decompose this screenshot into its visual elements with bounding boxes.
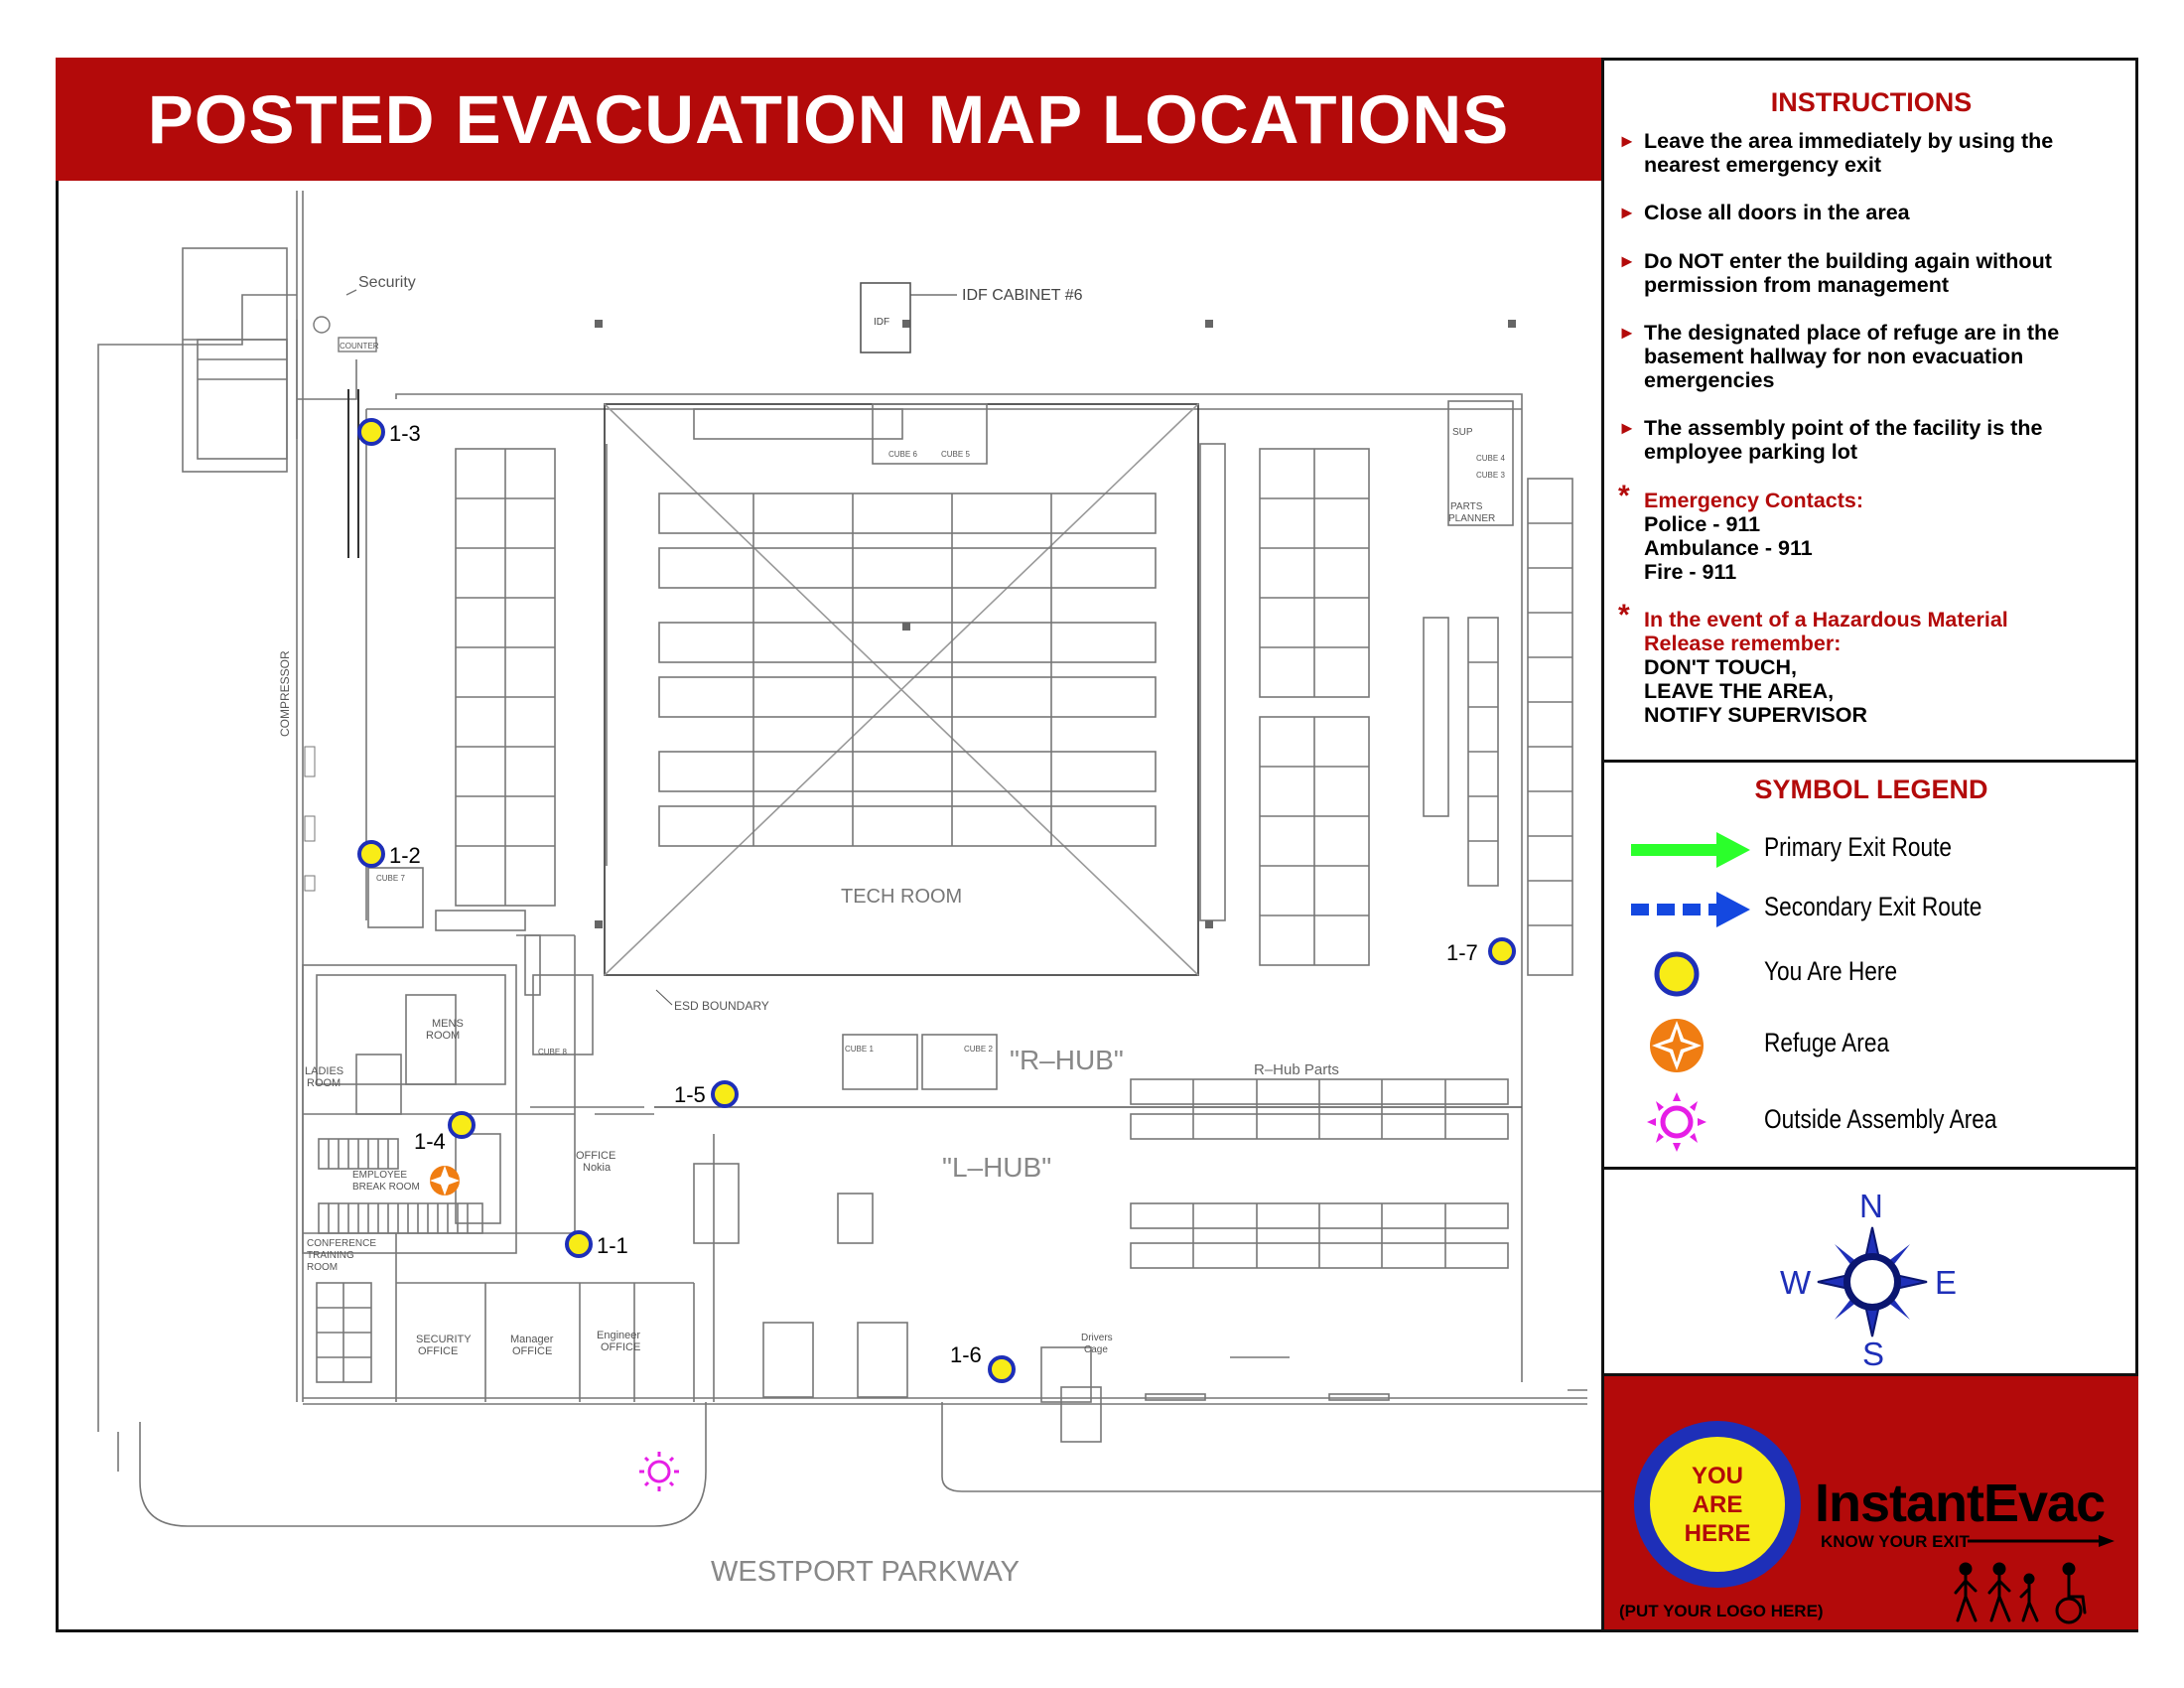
cube-7-label: CUBE 7 [376,874,405,883]
green-arrow-icon [1629,820,1753,880]
legend-label: Refuge Area [1764,1028,1890,1057]
magenta-sun-icon [1629,1092,1753,1152]
bullet-arrow-icon: ► [1618,203,1636,222]
bullet-arrow-icon: ► [1618,323,1636,343]
marker-1-5-label: 1-5 [674,1082,706,1107]
ladies-label: LADIES [305,1065,344,1077]
compressor-label: COMPRESSOR [278,650,292,737]
cube-4-label: CUBE 4 [1476,454,1505,463]
logo-placeholder: (PUT YOUR LOGO HERE) [1619,1602,1824,1620]
ladies-room-label: ROOM [307,1077,341,1089]
legend-label: Secondary Exit Route [1764,892,1982,921]
manager-office-label-2: OFFICE [512,1345,553,1357]
bullet-arrow-icon: ► [1618,418,1636,438]
legend-row-assembly [1629,1092,2125,1152]
office-label: OFFICE [576,1150,616,1162]
cube-3-label: CUBE 3 [1476,471,1505,480]
parts-label-1: PARTS [1450,501,1483,512]
esd-boundary-label: ESD BOUNDARY [674,999,769,1013]
marker-1-2-label: 1-2 [389,843,421,868]
mens-room-label: ROOM [426,1030,461,1042]
cube-5-label: CUBE 5 [941,450,970,459]
tech-room-label: TECH ROOM [841,886,963,908]
marker-1-2[interactable] [359,842,421,868]
legend-row-primary [1629,820,2125,880]
manager-office-label-1: Manager [510,1334,554,1345]
r-hub-parts-label: R–Hub Parts [1254,1061,1339,1078]
cube-8-label: CUBE 8 [538,1048,567,1056]
instruction-item [1618,249,2124,297]
contact-ambulance: Ambulance - 911 [1644,536,1813,560]
conference-label-3: ROOM [307,1262,339,1273]
asterisk-icon: * [1618,480,1630,512]
brand-panel [1604,1376,2138,1629]
l-hub-label: "L–HUB" [942,1152,1052,1183]
instruction-text: The designated place of refuge are in the basement hallway for non evacuation emergencies [1644,321,2060,392]
marker-1-6[interactable] [950,1342,1014,1381]
security-label: Security [358,274,416,291]
compass-north: N [1859,1188,1883,1224]
mens-label: MENS [432,1018,464,1030]
break-room-label-2: BREAK ROOM [352,1182,420,1193]
page-title: POSTED EVACUATION MAP LOCATIONS [147,80,1510,158]
marker-1-3[interactable] [359,420,421,446]
evacuating-people-icon [1952,1561,2111,1626]
badge-here: HERE [1684,1519,1751,1547]
security-office-label-1: SECURITY [416,1334,472,1345]
instruction-text: The assembly point of the facility is the employee parking lot [1644,416,2043,464]
compass-east: E [1935,1264,1958,1301]
property-line-left [98,295,297,1432]
hazmat-notice [1618,599,2124,727]
legend-heading: SYMBOL LEGEND [1754,774,1988,804]
contacts-heading: Emergency Contacts: [1644,489,1864,512]
cube-2-label: CUBE 2 [964,1045,993,1054]
instruction-item [1618,201,2124,224]
legend-label: You Are Here [1764,956,1898,986]
blue-dashed-arrow-icon [1629,880,1753,939]
hazmat-heading-1: In the event of a Hazardous Material [1644,608,2008,632]
instructions-heading: INSTRUCTIONS [1770,87,1973,117]
marker-1-5[interactable] [674,1082,737,1107]
instruction-text: Do NOT enter the building again without permission from management [1644,249,2052,297]
hazmat-heading-2: Release remember: [1644,632,1842,655]
brand-name: InstantEvac [1815,1474,2106,1533]
floor-plan [59,181,1601,1630]
drivers-cage-label-2: Cage [1084,1344,1108,1355]
marker-1-6-label: 1-6 [950,1342,982,1367]
title-banner [56,58,1601,181]
conference-label-2: TRAINING [307,1250,354,1261]
legend-row-refuge [1629,1016,2125,1075]
assembly-area-icon [639,1452,679,1491]
conference-label-1: CONFERENCE [307,1238,377,1249]
idf-cabinet-label: IDF CABINET #6 [962,287,1083,304]
contact-fire: Fire - 911 [1644,560,1737,584]
marker-1-7-label: 1-7 [1446,940,1478,965]
drivers-cage-label-1: Drivers [1081,1333,1113,1343]
emergency-contacts [1618,480,2124,584]
asterisk-icon: * [1618,599,1630,632]
marker-1-1-label: 1-1 [597,1233,628,1258]
marker-1-4-label: 1-4 [414,1129,446,1154]
bullet-arrow-icon: ► [1618,131,1636,151]
instruction-text: Close all doors in the area [1644,201,1910,224]
marker-1-3-label: 1-3 [389,421,421,446]
instruction-item [1618,416,2124,464]
floor-plan-svg [59,181,1601,1630]
compass-panel [1604,1170,2138,1376]
break-room-label-1: EMPLOYEE [352,1170,408,1181]
counter-label: COUNTER [340,342,379,351]
nokia-label: Nokia [583,1162,612,1174]
hazmat-line: LEAVE THE AREA, [1644,679,1835,703]
orange-diamond-icon [1629,1016,1753,1075]
legend-label: Outside Assembly Area [1764,1104,1997,1134]
cube-1-label: CUBE 1 [845,1045,874,1054]
idf-box-label: IDF [874,317,890,328]
compass-rose-icon [1753,1180,1991,1368]
exit-arrow-icon [1968,1532,2116,1550]
security-office-label-2: OFFICE [418,1345,459,1357]
cube-6-label: CUBE 6 [888,450,917,459]
compass-south: S [1862,1336,1885,1368]
r-hub-label: "R–HUB" [1010,1045,1124,1075]
hazmat-line: DON'T TOUCH, [1644,655,1798,679]
legend-label: Primary Exit Route [1764,832,1953,862]
legend-row-secondary [1629,880,2125,939]
compass-west: W [1780,1264,1812,1301]
instruction-text: Leave the area immediately by using the nearest emergency exit [1644,129,2054,177]
yellow-dot-icon [1629,944,1753,1004]
refuge-area-icon [430,1166,460,1196]
legend-row-you-are-here [1629,944,2125,1004]
you-are-here-badge [1634,1421,1801,1588]
badge-are: ARE [1692,1490,1743,1518]
engineer-office-label-1: Engineer [597,1330,641,1341]
brand-tagline: KNOW YOUR EXIT [1821,1532,1970,1551]
hazmat-line: NOTIFY SUPERVISOR [1644,703,1868,727]
street-label: WESTPORT PARKWAY [711,1556,1020,1588]
marker-1-4[interactable] [414,1113,474,1154]
marker-1-1[interactable] [567,1232,628,1258]
marker-1-7[interactable] [1446,939,1514,965]
instruction-item [1618,321,2124,392]
engineer-office-label-2: OFFICE [601,1341,641,1353]
legend-panel [1604,763,2138,1170]
sup-label: SUP [1452,427,1473,438]
parts-label-2: PLANNER [1448,513,1496,524]
side-panel [1601,58,2138,1632]
contact-police: Police - 911 [1644,512,1761,536]
bullet-arrow-icon: ► [1618,251,1636,271]
badge-you: YOU [1691,1462,1743,1489]
instructions-panel [1604,58,2138,763]
instruction-item [1618,129,2124,177]
